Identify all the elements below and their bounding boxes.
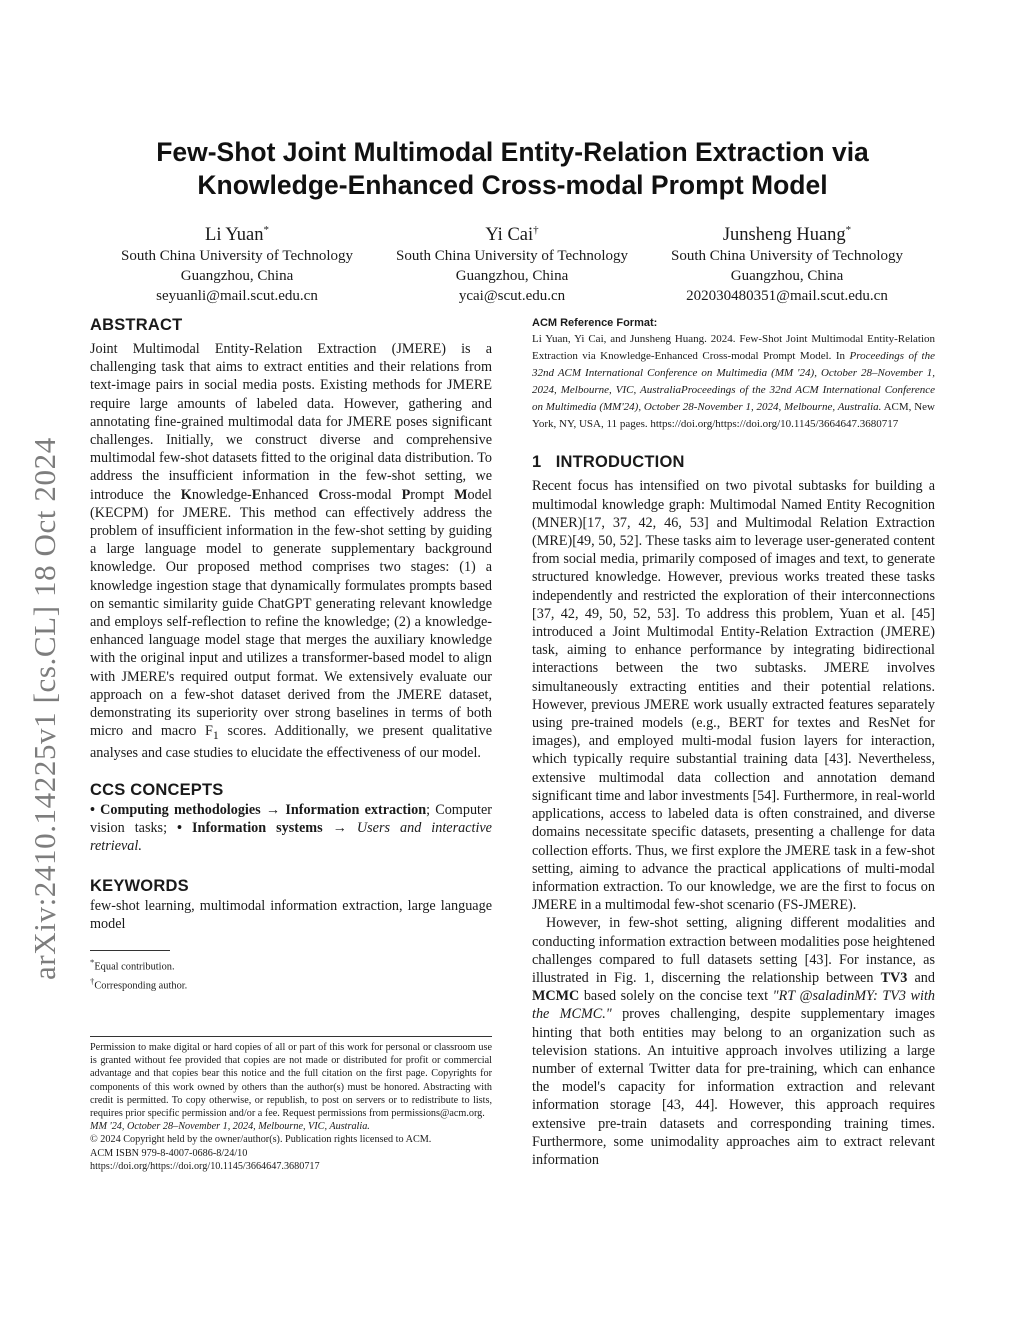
copyright-line: © 2024 Copyright held by the owner/author(s). Publication rights licensed to ACM. xyxy=(90,1134,432,1146)
permission-text: Permission to make digital or hard copies of all or part of this work for personal or classroom use is granted without fee provided that copies are not made or distributed for profit or commercial advantage and that copies bear this notice and the full citation on the first page. Copyrights for components of this work owned by others than the author(s) must be honored. Abstracting with credit is permitted. To copy otherwise, or republish, to post on servers or to redistribute to lists, requires prior specific permission and/or a fee. Request permissions from permissions@acm.org. xyxy=(90,1042,492,1120)
acm-reference-text: Li Yuan, Yi Cai, and Junsheng Huang. 2024. Few-Shot Joint Multimodal Entity-Relation Extraction via Knowledge-Enhanced Cross-modal Prompt Model. In Proceedings of the 32nd ACM International Conference on Multimedia (MM '24), October 28–November 1, 2024, Melbourne, VIC, AustraliaProceedings of the 32nd ACM International Conference on Multimedia (MM'24), October 28-November 1, 2024, Melbourne, Australia. ACM, New York, NY, USA, 11 pages. https://doi.org/https://doi.org/10.1145/3664647.3680717 xyxy=(532,333,935,430)
author-1-affiliation: South China University of Technology xyxy=(121,248,353,265)
title-line-1: Few-Shot Joint Multimodal Entity-Relation Extraction via xyxy=(156,137,869,167)
introduction-heading: 1 INTRODUCTION xyxy=(532,453,685,472)
left-column xyxy=(90,314,492,993)
author-3 xyxy=(647,219,927,306)
author-2-mark: † xyxy=(533,224,539,236)
footnote-corresponding: †Corresponding author. xyxy=(90,975,188,992)
author-2-email: ycai@scut.edu.cn xyxy=(458,288,566,305)
intro-paragraph-2: However, in few-shot setting, aligning different modalities and conducting information extraction between modalities pose heightened challenges compared to full datasets setting [43]. For instance, as illustrated in Fig. 1, discerning the relationship between TV3 and MCMC based solely on the concise text "RT @saladinMY: TV3 with the MCMC." proves challenging, despite supplementary images hinting that both entities may belong to an organization such as television stations. An intuitive approach involves utilizing a large number of external Twitter data for pre-training, which can enhance the model's capacity for information extraction and relevant information storage [43, 44]. However, this approach requires extensive pre-train datasets and corresponding training times. Furthermore, some unimodality approaches aim to extract relevant information xyxy=(532,915,935,1168)
abstract-text: Joint Multimodal Entity-Relation Extraction (JMERE) is a challenging task that aims to extract entities and their relations from text-image pairs in social media posts. Existing methods for JMERE require large amounts of labeled data. However, gathering and annotating fine-grained multimodal data for JMERE poses significant challenges. Initially, we construct diverse and comprehensive multimodal few-shot datasets fitted to the original data distribution. To address the insufficient information in the few-shot setting, we introduce the Knowledge-Enhanced Cross-modal Prompt Model (KECPM) for JMERE. This method can effectively address the problem of insufficient information in the few-shot setting by guiding a large language model to generate supplementary background knowledge. Our proposed method comprises two stages: (1) a knowledge ingestion stage that dynamically formulates prompts based on semantic similarity guide ChatGPT generating relevant knowledge and employs self-reflection to refine the knowledge; (2) a knowledge-enhanced language model stage that merges the auxiliary knowledge with the original input and utilizes a transformer-based model to align with JMERE's required output format. We extensively evaluate our approach on a few-shot dataset derived from the JMERE dataset, demonstrating its superiority over strong baselines in terms of both micro and macro $F_1$ scores. Additionally, we present qualitative analyses and case studies to elucidate the effectiveness of our model. xyxy=(90,341,492,762)
keywords-text: few-shot learning, multimodal information extraction, large language model xyxy=(90,898,492,933)
author-3-affiliation: South China University of Technology xyxy=(671,248,903,265)
author-1-name: Li Yuan xyxy=(205,225,264,246)
doi-link[interactable]: https://doi.org/https://doi.org/10.1145/3664647.3680717 xyxy=(90,1160,320,1172)
isbn-line: ACM ISBN 979-8-4007-0686-8/24/10 xyxy=(90,1147,248,1159)
author-1-mark: * xyxy=(263,224,269,236)
author-3-mark: * xyxy=(845,224,852,236)
author-2-location: Guangzhou, China xyxy=(455,268,569,285)
author-1 xyxy=(97,219,377,306)
ccs-heading: CCS CONCEPTS xyxy=(90,780,224,799)
author-3-location: Guangzhou, China xyxy=(730,268,844,285)
author-1-email: seyuanli@mail.scut.edu.cn xyxy=(156,288,318,305)
footnote-equal: *Equal contribution. xyxy=(90,956,175,972)
permission-block xyxy=(90,1036,492,1173)
author-3-email: 202030480351@mail.scut.edu.cn xyxy=(686,288,888,305)
author-1-location: Guangzhou, China xyxy=(180,268,294,285)
title-line-2: Knowledge-Enhanced Cross-modal Prompt Model xyxy=(197,169,828,200)
author-block xyxy=(90,219,935,309)
abstract-heading: ABSTRACT xyxy=(90,316,183,334)
author-2 xyxy=(372,219,652,306)
author-3-name: Junsheng Huang xyxy=(722,225,846,246)
arxiv-identifier: arXiv:2410.14225v1 [cs.CL] 18 Oct 2024 xyxy=(27,437,62,980)
ccs-text: • Computing methodologies → Information extraction; Computer vision tasks; • Information systems → Users and interactive retrieval. xyxy=(90,801,492,854)
paper-title xyxy=(90,136,935,201)
right-column xyxy=(532,316,935,1169)
author-2-name: Yi Cai xyxy=(485,225,534,246)
acm-reference-label: ACM Reference Format: xyxy=(532,317,658,329)
keywords-heading: KEYWORDS xyxy=(90,877,189,896)
footnote-divider xyxy=(90,950,170,951)
conference-line: MM '24, October 28–November 1, 2024, Melbourne, VIC, Australia. xyxy=(90,1121,370,1133)
intro-paragraph-1: Recent focus has intensified on two pivotal subtasks for building a multimodal knowledge graph: Multimodal Named Entity Recognition (MNER)[17, 37, 42, 46, 53] and Multimodal Relation Extraction (MRE)[49, 50, 52]. These tasks aim to leverage user-generated content from social media, primarily composed of images and text, to generate structured knowledge. However, previous works treated these tasks independently and restricted the exploration of their interconnections [37, 42, 49, 50, 52, 53]. To address this problem, Yuan et al. [45] introduced a Joint Multimodal Entity-Relation Extraction (JMERE) task, aiming to enhance performance by integrating bidirectional interactions between the two subtasks. JMERE involves simultaneously extracting entities and their potential relations. However, previous JMERE work usually extracted features separately using pre-trained models (e.g., BERT for textes and ResNet for images), and employed multi-modal fusion layers for interaction, which typically require substantial training data [43]. Nevertheless, extensive multimodal data collection and annotation demand significant time and labor investments [54]. Furthermore, in real-world applications, access to labeled data is often constrained, and diverse domains necessitate specific datasets, presenting a challenge for data collection efforts. Thus, we first explore the JMERE task in a few-shot setting, aiming to advance the practical applications of multi-modal information extraction. To our knowledge, we are the first to focus on JMERE in a multimodal few-shot scenario (FS-JMERE). xyxy=(532,478,935,914)
author-2-affiliation: South China University of Technology xyxy=(396,248,628,265)
